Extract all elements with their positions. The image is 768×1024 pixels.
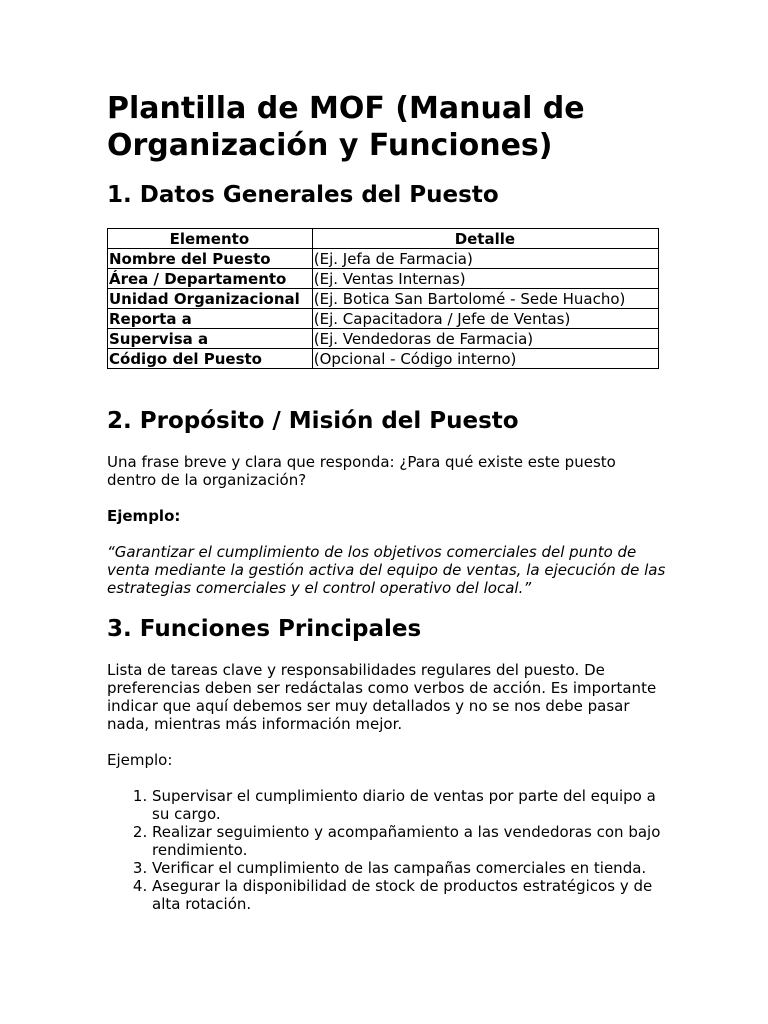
table-row xyxy=(108,269,659,289)
section-3-heading: 3. Funciones Principales xyxy=(107,616,422,642)
row-key: Unidad Organizacional xyxy=(108,289,313,309)
page-title: Plantilla de MOF (Manual de Organización y Funciones) xyxy=(107,91,585,163)
functions-list xyxy=(107,787,667,913)
row-key: Supervisa a xyxy=(108,329,313,349)
row-value: (Ej. Jefa de Farmacia) xyxy=(312,249,658,269)
table-row xyxy=(108,249,659,269)
section-3-intro: Lista de tareas clave y responsabilidades regulares del puesto. De preferencias deben ser redáctalas como verbos de acción. Es importante indicar que aquí debemos ser muy detallados y no se nos debe pasar nada, mientras más información mejor. xyxy=(107,661,657,733)
table-row xyxy=(108,289,659,309)
row-value: (Ej. Ventas Internas) xyxy=(312,269,658,289)
row-value: (Ej. Botica San Bartolomé - Sede Huacho) xyxy=(312,289,658,309)
list-item: 2. Realizar seguimiento y acompañamiento a las vendedoras con bajo rendimiento. xyxy=(152,823,667,859)
row-key: Área / Departamento xyxy=(108,269,313,289)
table-header-element: Elemento xyxy=(108,229,313,249)
row-value: (Ej. Capacitadora / Jefe de Ventas) xyxy=(312,309,658,329)
row-value: (Opcional - Código interno) xyxy=(312,349,658,369)
table-row xyxy=(108,349,659,369)
list-item: 4. Asegurar la disponibilidad de stock de productos estratégicos y de alta rotación. xyxy=(152,877,667,913)
list-item: 3. Verificar el cumplimiento de las campañas comerciales en tienda. xyxy=(152,859,667,877)
table-header-row xyxy=(108,229,659,249)
section-2-example-text: “Garantizar el cumplimiento de los objetivos comerciales del punto de venta mediante la gestión activa del equipo de ventas, la ejecución de las estrategias comerciales y el control operativo del local.” xyxy=(107,543,666,597)
row-key: Nombre del Puesto xyxy=(108,249,313,269)
section-1-heading: 1. Datos Generales del Puesto xyxy=(107,182,499,208)
table-row xyxy=(108,329,659,349)
row-key: Reporta a xyxy=(108,309,313,329)
section-2-heading: 2. Propósito / Misión del Puesto xyxy=(107,408,519,434)
section-2-intro: Una frase breve y clara que responda: ¿Para qué existe este puesto dentro de la organización? xyxy=(107,453,616,489)
section-3-example-label: Ejemplo: xyxy=(107,751,173,769)
document-content xyxy=(107,90,667,913)
row-key: Código del Puesto xyxy=(108,349,313,369)
row-value: (Ej. Vendedoras de Farmacia) xyxy=(312,329,658,349)
table-row xyxy=(108,309,659,329)
job-data-table xyxy=(107,228,659,369)
section-2-example-label: Ejemplo: xyxy=(107,507,181,525)
table-header-detail: Detalle xyxy=(312,229,658,249)
list-item: 1. Supervisar el cumplimiento diario de ventas por parte del equipo a su cargo. xyxy=(152,787,667,823)
